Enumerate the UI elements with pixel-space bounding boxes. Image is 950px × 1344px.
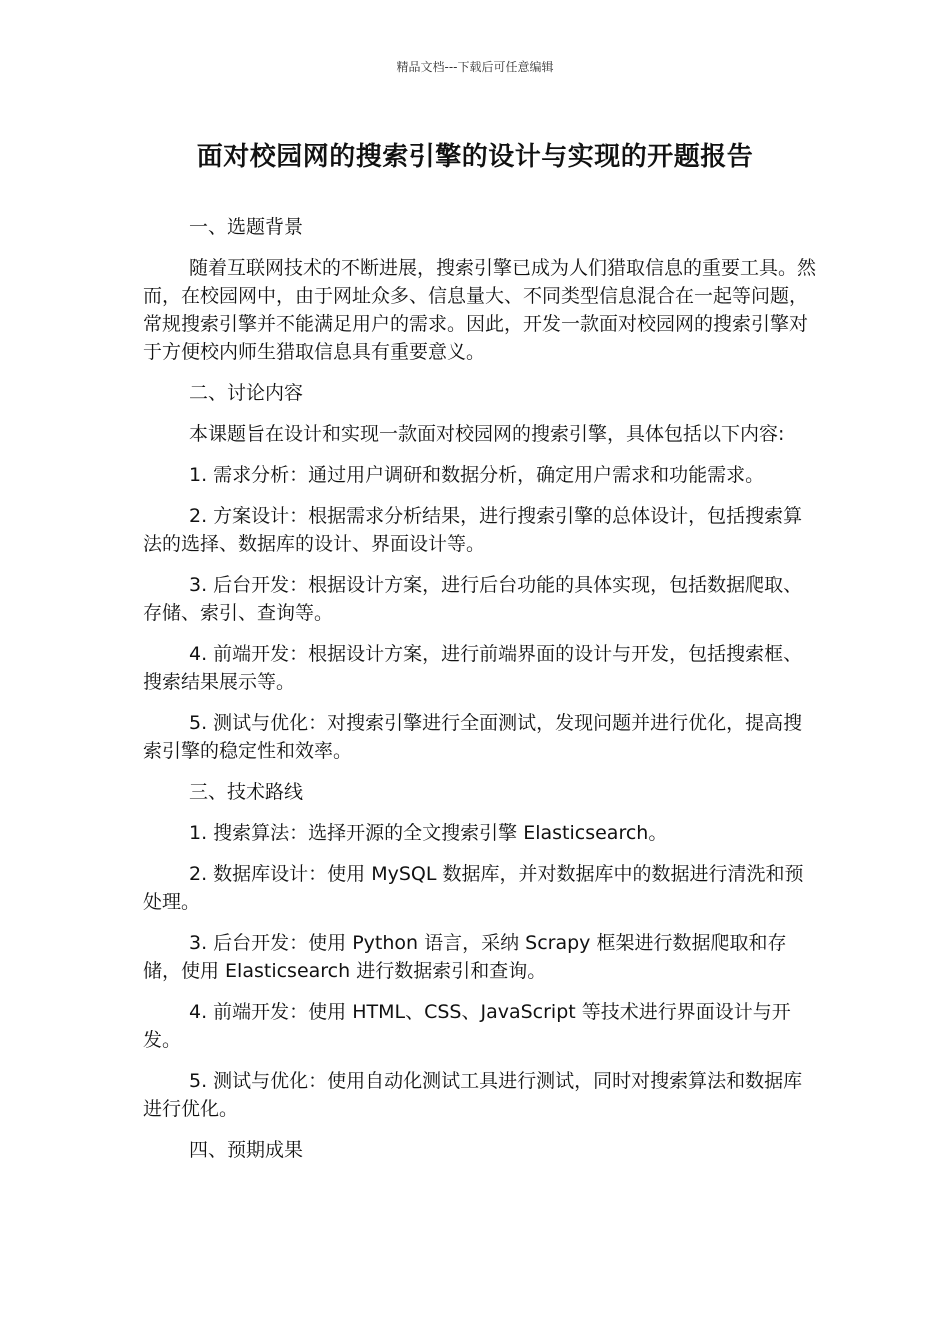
research-item: 4. 前端开发：根据设计方案，进行前端界面的设计与开发，包括搜索框、搜索结果展示等。 (143, 643, 803, 693)
tech-route-item: 3. 后台开发：使用 Python 语言，采纳 Scrapy 框架进行数据爬取和存储，使用 Elasticsearch 进行数据索引和查询。 (143, 932, 787, 982)
research-intro-paragraph: 本课题旨在设计和实现一款面对校园网的搜索引擎，具体包括以下内容: (189, 423, 785, 445)
header-note: 精品文档---下载后可任意编辑 (396, 60, 554, 74)
tech-route-item: 2. 数据库设计：使用 MySQL 数据库，并对数据库中的数据进行清洗和预处理。 (143, 863, 804, 913)
research-item: 2. 方案设计：根据需求分析结果，进行搜索引擎的总体设计，包括搜索算法的选择、数据库的设计、界面设计等。 (143, 505, 803, 555)
research-item: 5. 测试与优化：对搜索引擎进行全面测试，发现问题并进行优化，提高搜索引擎的稳定性和效率。 (143, 712, 803, 762)
tech-route-item: 1. 搜索算法：选择开源的全文搜索引擎 Elasticsearch。 (189, 822, 668, 844)
background-paragraph: 随着互联网技术的不断进展，搜索引擎已成为人们猎取信息的重要工具。然而，在校园网中，由于网址众多、信息量大、不同类型信息混合在一起等问题，常规搜索引擎并不能满足用户的需求。因此，开发一款面对校园网的搜索引擎对于方便校内师生猎取信息具有重要意义。 (143, 257, 817, 363)
section-heading-research-content: 二、讨论内容 (189, 382, 304, 404)
section-heading-background: 一、选题背景 (189, 216, 304, 238)
tech-route-item: 4. 前端开发：使用 HTML、CSS、JavaScript 等技术进行界面设计与开发。 (143, 1001, 791, 1051)
tech-route-item: 5. 测试与优化：使用自动化测试工具进行测试，同时对搜索算法和数据库进行优化。 (143, 1070, 803, 1120)
research-item: 3. 后台开发：根据设计方案，进行后台功能的具体实现，包括数据爬取、存储、索引、查询等。 (143, 574, 803, 624)
section-heading-expected-results: 四、预期成果 (189, 1139, 304, 1161)
document-body (143, 213, 818, 1177)
document-title: 面对校园网的搜索引擎的设计与实现的开题报告 (196, 142, 754, 172)
research-item: 1. 需求分析：通过用户调研和数据分析，确定用户需求和功能需求。 (189, 464, 765, 486)
section-heading-tech-route: 三、技术路线 (189, 781, 304, 803)
